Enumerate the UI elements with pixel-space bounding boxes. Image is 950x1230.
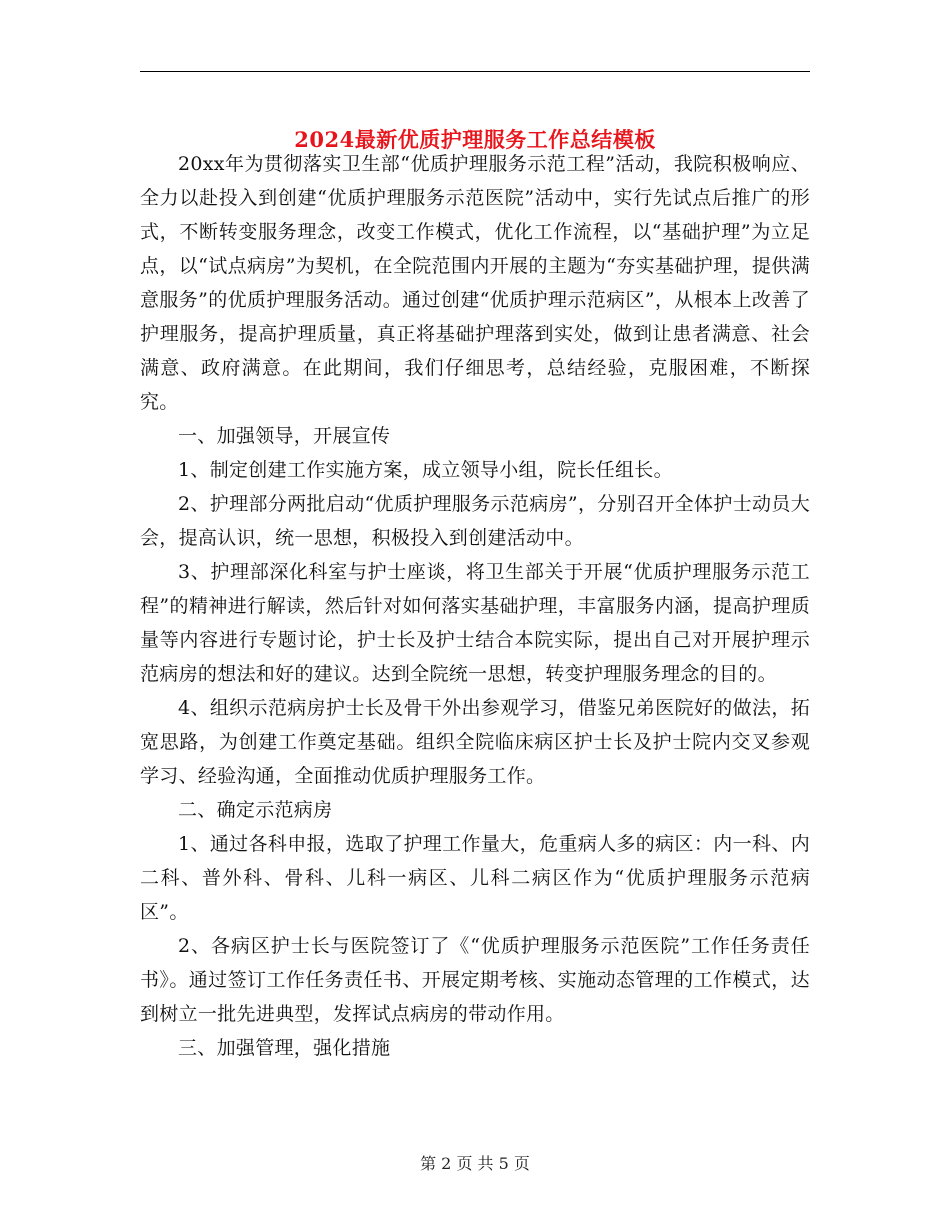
section-1-item-3: 3、护理部深化科室与护士座谈，将卫生部关于开展“优质护理服务示范工程”的精神进行解读，然后针对如何落实基础护理，丰富服务内涵，提高护理质量等内容进行专题讨论，护士长及护士结合本院实际，提出自己对开展护理示范病房的想法和好的建议。达到全院统一思想，转变护理服务理念的目的。 <box>140 561 810 685</box>
section-2-item-2: 2、各病区护士长与医院签订了《“优质护理服务示范医院”工作任务责任书》。通过签订工作任务责任书、开展定期考核、实施动态管理的工作模式，达到树立一批先进典型，发挥试点病房的带动作用。 <box>140 935 810 1025</box>
section-heading-1: 一、加强领导，开展宣传 <box>178 425 391 447</box>
page-number: 第 2 页 共 5 页 <box>420 1154 530 1173</box>
section-1-item-2: 2、护理部分两批启动“优质护理服务示范病房”，分别召开全体护士动员大会，提高认识，统一思想，积极投入到创建活动中。 <box>140 493 810 549</box>
header-rule <box>140 71 810 72</box>
document-body <box>140 147 810 1065</box>
intro-paragraph: 20xx年为贯彻落实卫生部“优质护理服务示范工程”活动，我院积极响应、全力以赴投入到创建“优质护理服务示范医院”活动中，实行先试点后推广的形式，不断转变服务理念，改变工作模式，优化工作流程，以“基础护理”为立足点，以“试点病房”为契机，在全院范围内开展的主题为“夯实基础护理，提供满意服务”的优质护理服务活动。通过创建“优质护理示范病区”，从根本上改善了护理服务，提高护理质量，真正将基础护理落到实处，做到让患者满意、社会满意、政府满意。在此期间，我们仔细思考，总结经验，克服困难，不断探究。 <box>140 153 810 413</box>
section-1-item-1: 1、制定创建工作实施方案，成立领导小组，院长任组长。 <box>178 459 673 481</box>
section-2-item-1: 1、通过各科申报，选取了护理工作量大，危重病人多的病区：内一科、内二科、普外科、骨科、儿科一病区、儿科二病区作为“优质护理服务示范病区”。 <box>140 833 810 923</box>
document-title: 2024最新优质护理服务工作总结模板 <box>294 127 656 153</box>
section-heading-2: 二、确定示范病房 <box>178 799 333 821</box>
section-heading-3: 三、加强管理，强化措施 <box>178 1037 391 1059</box>
section-1-item-4: 4、组织示范病房护士长及骨干外出参观学习，借鉴兄弟医院好的做法，拓宽思路，为创建工作奠定基础。组织全院临床病区护士长及护士院内交叉参观学习、经验沟通，全面推动优质护理服务工作。 <box>140 697 810 787</box>
